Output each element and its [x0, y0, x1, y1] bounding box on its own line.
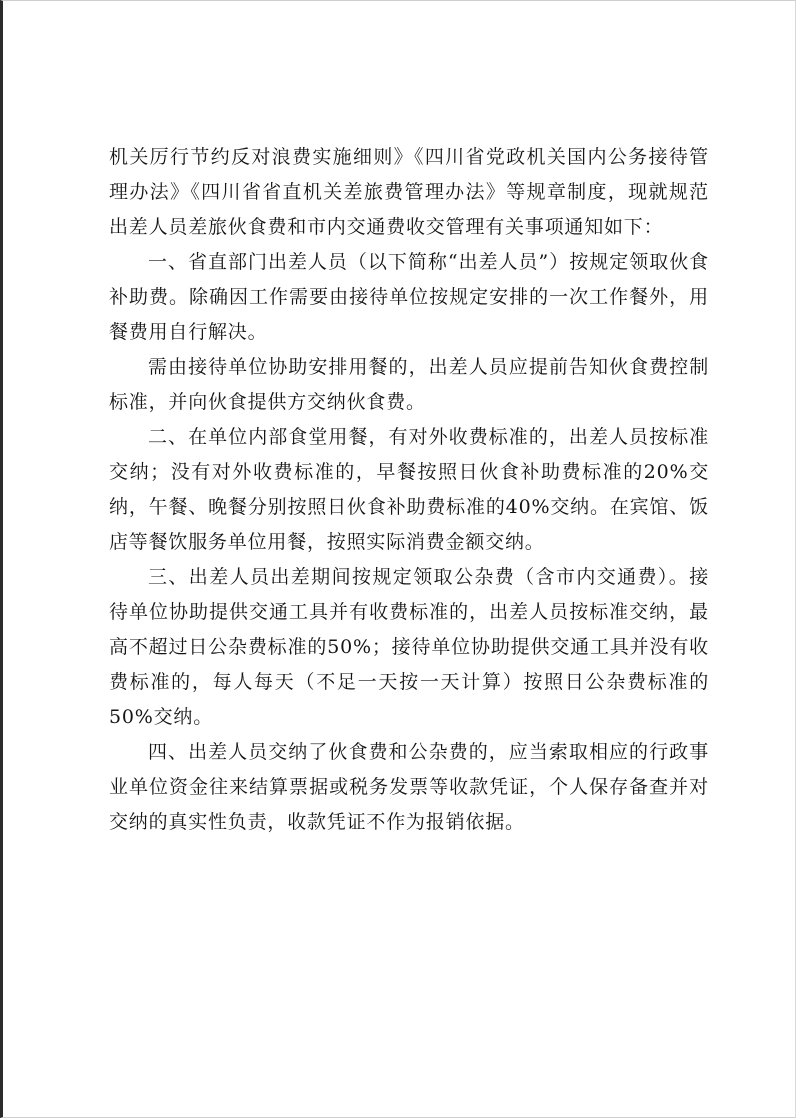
document-body	[109, 140, 709, 840]
paragraph-item-1-note: 需由接待单位协助安排用餐的，出差人员应提前告知伙食费控制标准，并向伙食提供方交纳伙食费。	[109, 356, 709, 413]
paragraph-item-3: 三、出差人员出差期间按规定领取公杂费（含市内交通费）。接待单位协助提供交通工具并有收费标准的，出差人员按标准交纳，最高不超过日公杂费标准的50%；接待单位协助提供交通工具并没有收费标准的，每人每天（不足一天按一天计算）按照日公杂费标准的50%交纳。	[109, 566, 709, 728]
paragraph-item-2: 二、在单位内部食堂用餐，有对外收费标准的，出差人员按标准交纳；没有对外收费标准的，早餐按照日伙食补助费标准的20%交纳，午餐、晚餐分别按照日伙食补助费标准的40%交纳。在宾馆、饭店等餐饮服务单位用餐，按照实际消费金额交纳。	[109, 426, 709, 553]
paragraph-continuation: 机关厉行节约反对浪费实施细则》《四川省党政机关国内公务接待管理办法》《四川省省直机关差旅费管理办法》等规章制度，现就规范出差人员差旅伙食费和市内交通费收交管理有关事项通知如下：	[109, 146, 709, 238]
paragraph-item-4: 四、出差人员交纳了伙食费和公杂费的，应当索取相应的行政事业单位资金往来结算票据或税务发票等收款凭证，个人保存备查并对交纳的真实性负责，收款凭证不作为报销依据。	[109, 741, 709, 833]
paragraph-item-1: 一、省直部门出差人员（以下简称“出差人员”）按规定领取伙食补助费。除确因工作需要由接待单位按规定安排的一次工作餐外，用餐费用自行解决。	[109, 251, 709, 343]
